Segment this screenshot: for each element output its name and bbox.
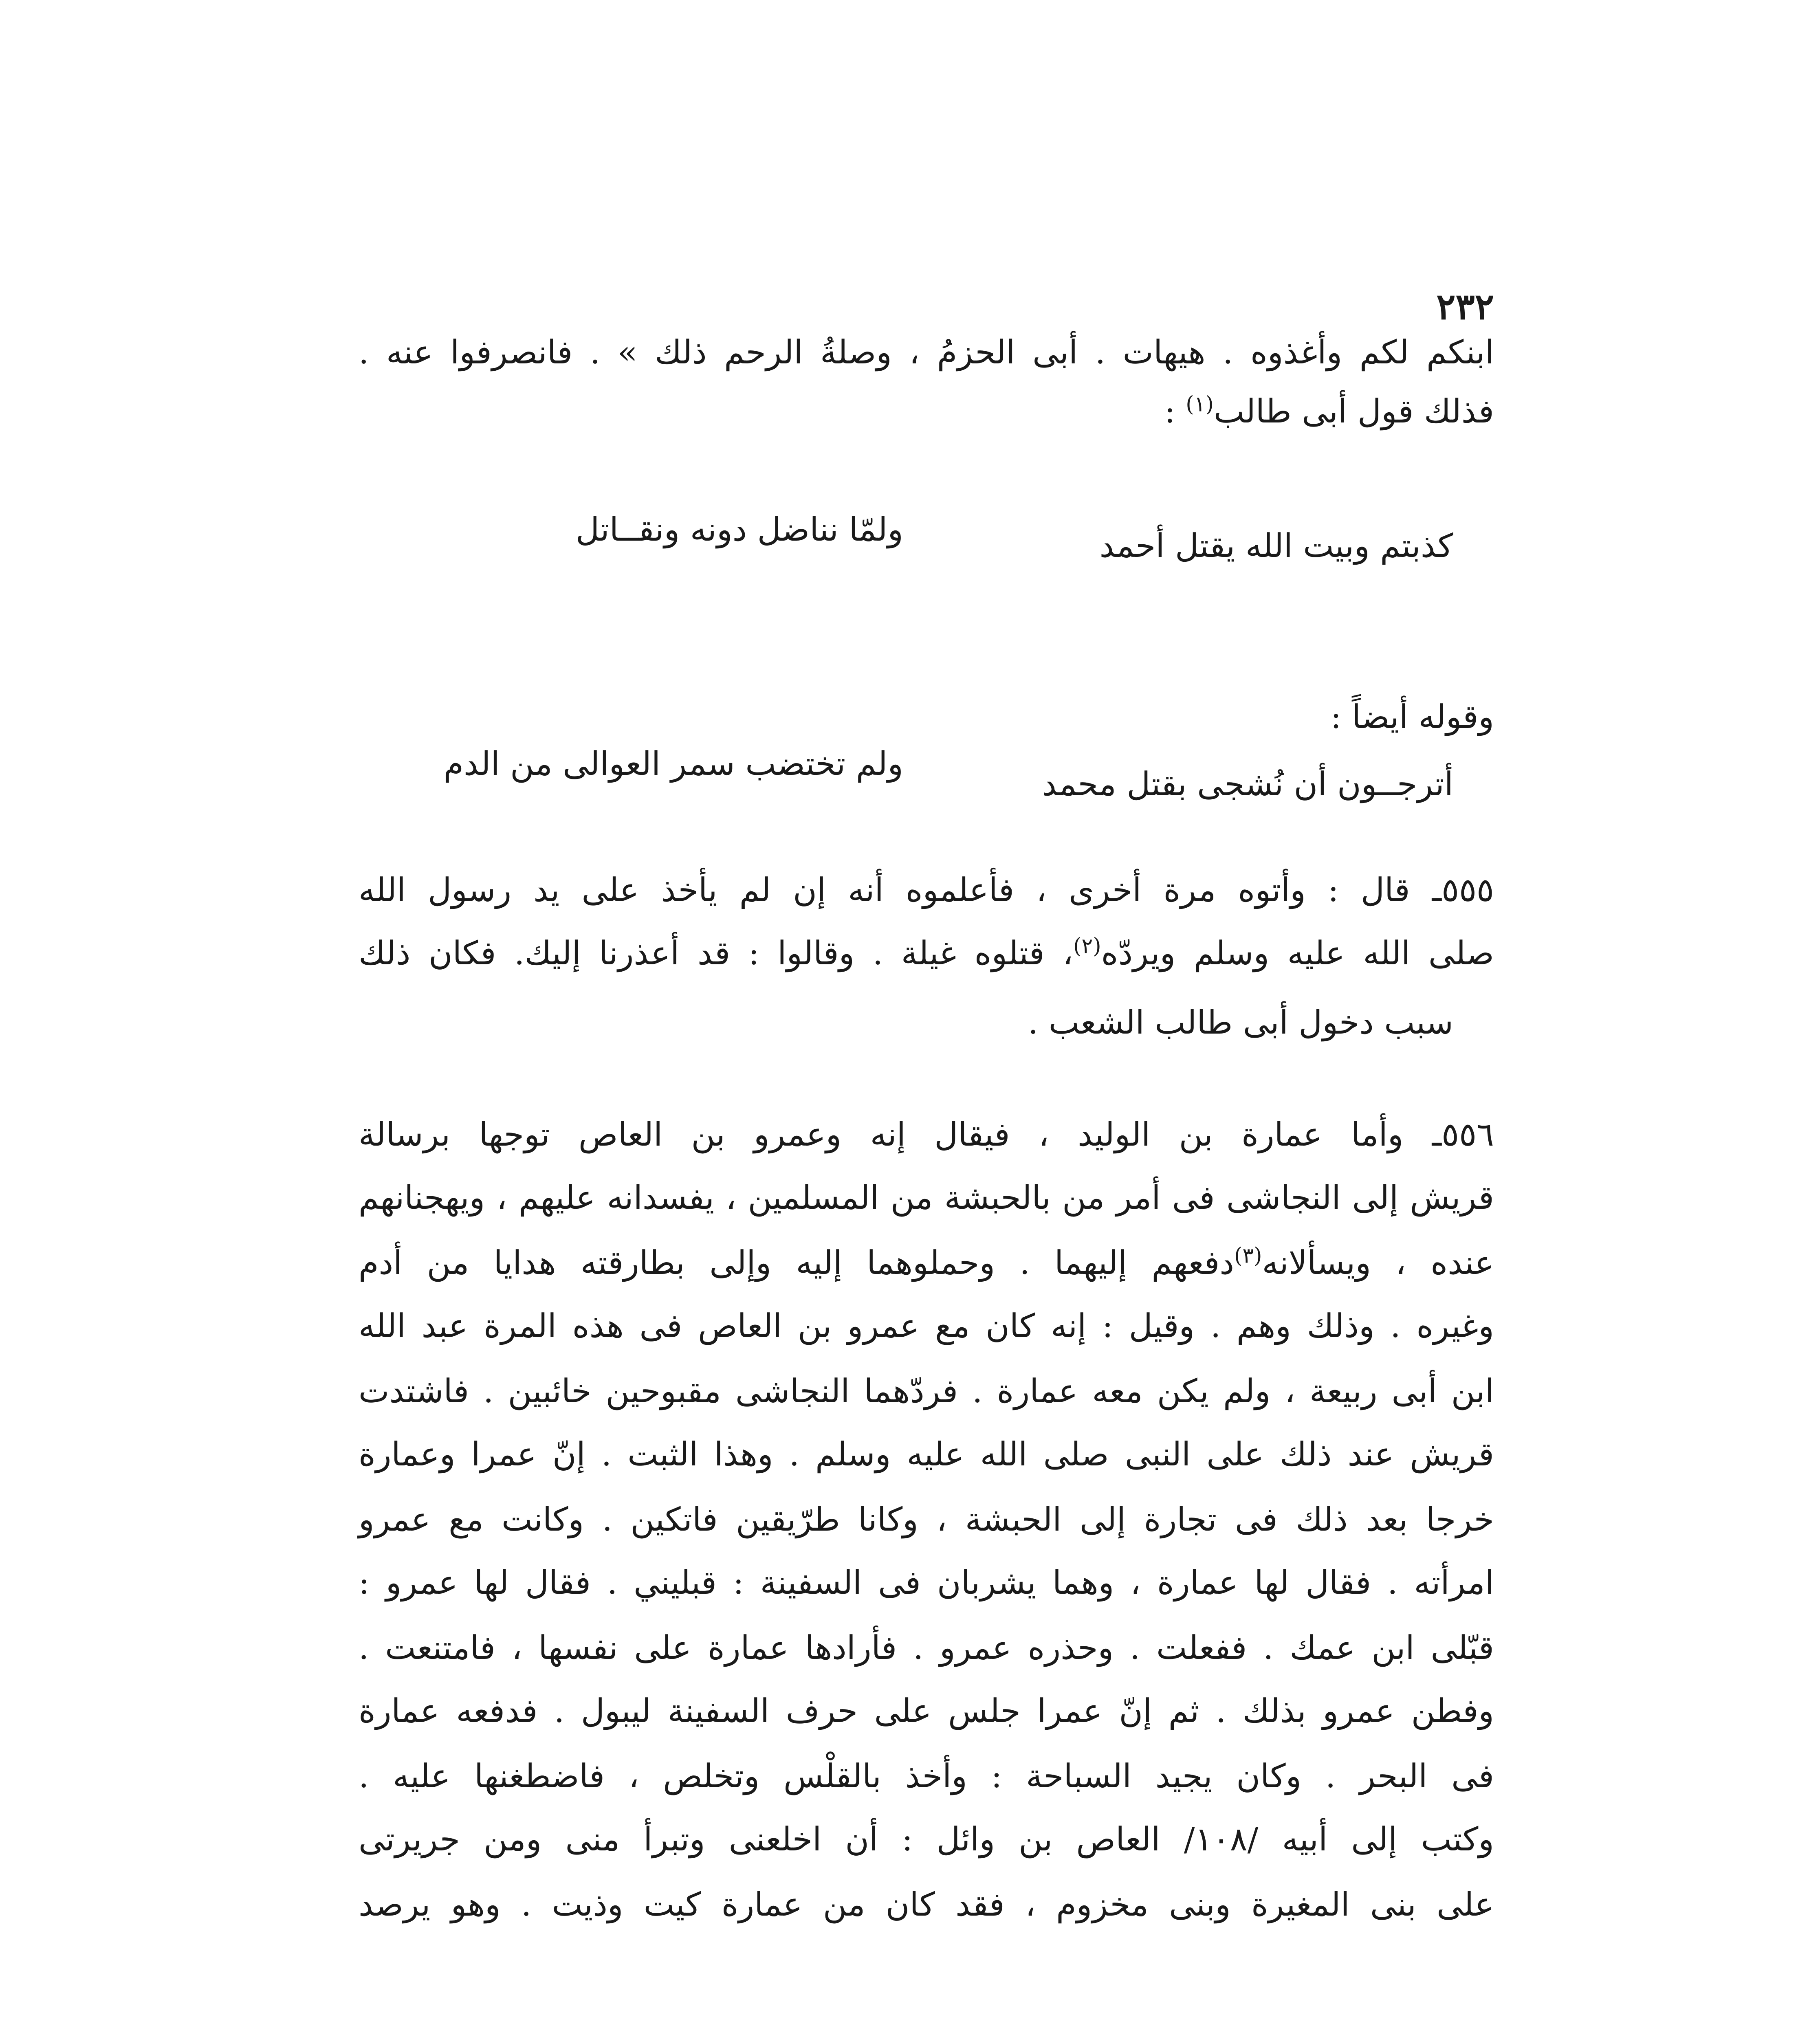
text-line: وفطن عمرو بذلك . ثم إنّ عمرا جلس على حرف السفينة ليبول . فدفعه عمارة bbox=[359, 1692, 1494, 1730]
text-segment: صلى الله عليه وسلم ويردّه bbox=[1101, 934, 1494, 972]
text-line: امرأته . فقال لها عمارة ، وهما يشربان فى السفينة : قبليني . فقال لها عمرو : bbox=[359, 1564, 1494, 1601]
text-line: قبّلى ابن عمك . ففعلت . وحذره عمرو . فأرادها عمارة على نفسها ، فامتنعت . bbox=[359, 1629, 1494, 1667]
text-line: وغيره . وذلك وهم . وقيل : إنه كان مع عمرو بن العاص فى هذه المرة عبد الله bbox=[359, 1307, 1494, 1345]
footnote-ref[interactable]: (٢) bbox=[1073, 934, 1101, 959]
footnote-ref[interactable]: (٣) bbox=[1234, 1243, 1262, 1268]
text-segment: دفعهم إليهما . وحملوهما إليه وإلى بطارقته هدايا من أدم bbox=[359, 1244, 1235, 1282]
text-line: ٥٥٥ـ قال : وأتوه مرة أخرى ، فأعلموه أنه إن لم يأخذ على يد رسول الله bbox=[359, 871, 1494, 909]
text-segment: فذلك قول أبى طالب bbox=[1213, 392, 1494, 430]
text-segment: ، قتلوه غيلة . وقالوا : قد أعذرنا إليك. فكان ذلك bbox=[359, 934, 1074, 972]
page-number: ٢٣٢ bbox=[1436, 285, 1494, 328]
footnote-ref[interactable]: (١) bbox=[1186, 392, 1214, 417]
verse-first-hemistich: أترجــون أن نُشجى بقتل محمد bbox=[1042, 765, 1453, 803]
text-line bbox=[359, 1238, 1494, 1287]
verse-first-hemistich: كذبتم وبيت الله يقتل أحمد bbox=[1099, 527, 1453, 565]
text-line: ابنكم لكم وأغذوه . هيهات . أبى الحزمُ ، وصلةُ الرحم ذلك » . فانصرفوا عنه . bbox=[359, 333, 1494, 371]
text-line bbox=[1164, 387, 1494, 436]
text-line: قريش عند ذلك على النبى صلى الله عليه وسلم . وهذا الثبت . إنّ عمرا وعمارة bbox=[359, 1435, 1494, 1473]
text-line bbox=[359, 929, 1494, 978]
text-segment: عنده ، ويسألانه bbox=[1262, 1244, 1494, 1282]
text-line: على بنى المغيرة وبنى مخزوم ، فقد كان من عمارة كيت وذيت . وهو يرصد bbox=[359, 1885, 1494, 1923]
verse-second-hemistich: ولم تختضب سمر العوالى من الدم bbox=[443, 745, 903, 783]
text-segment: : bbox=[1164, 392, 1186, 430]
text-line: خرجا بعد ذلك فى تجارة إلى الحبشة ، وكانا طرّيقين فاتكين . وكانت مع عمرو bbox=[359, 1500, 1494, 1538]
text-line: وكتب إلى أبيه /١٠٨/ العاص بن وائل : أن اخلعنى وتبرأ منى ومن جريرتى bbox=[359, 1820, 1494, 1858]
verse-second-hemistich: ولمّا نناضل دونه ونقــاتل bbox=[575, 510, 903, 548]
text-line: وقوله أيضاً : bbox=[1330, 698, 1494, 736]
text-line: ٥٥٦ـ وأما عمارة بن الوليد ، فيقال إنه وعمرو بن العاص توجها برسالة bbox=[359, 1115, 1494, 1153]
text-line: قريش إلى النجاشى فى أمر من بالحبشة من المسلمين ، يفسدانه عليهم ، ويهجنانهم bbox=[359, 1179, 1494, 1216]
text-line: ابن أبى ربيعة ، ولم يكن معه عمارة . فردّهما النجاشى مقبوحين خائبين . فاشتدت bbox=[359, 1372, 1494, 1410]
text-line: فى البحر . وكان يجيد السباحة : وأخذ بالقلْس وتخلص ، فاضطغنها عليه . bbox=[359, 1757, 1494, 1795]
text-line: سبب دخول أبى طالب الشعب . bbox=[1028, 1003, 1453, 1041]
